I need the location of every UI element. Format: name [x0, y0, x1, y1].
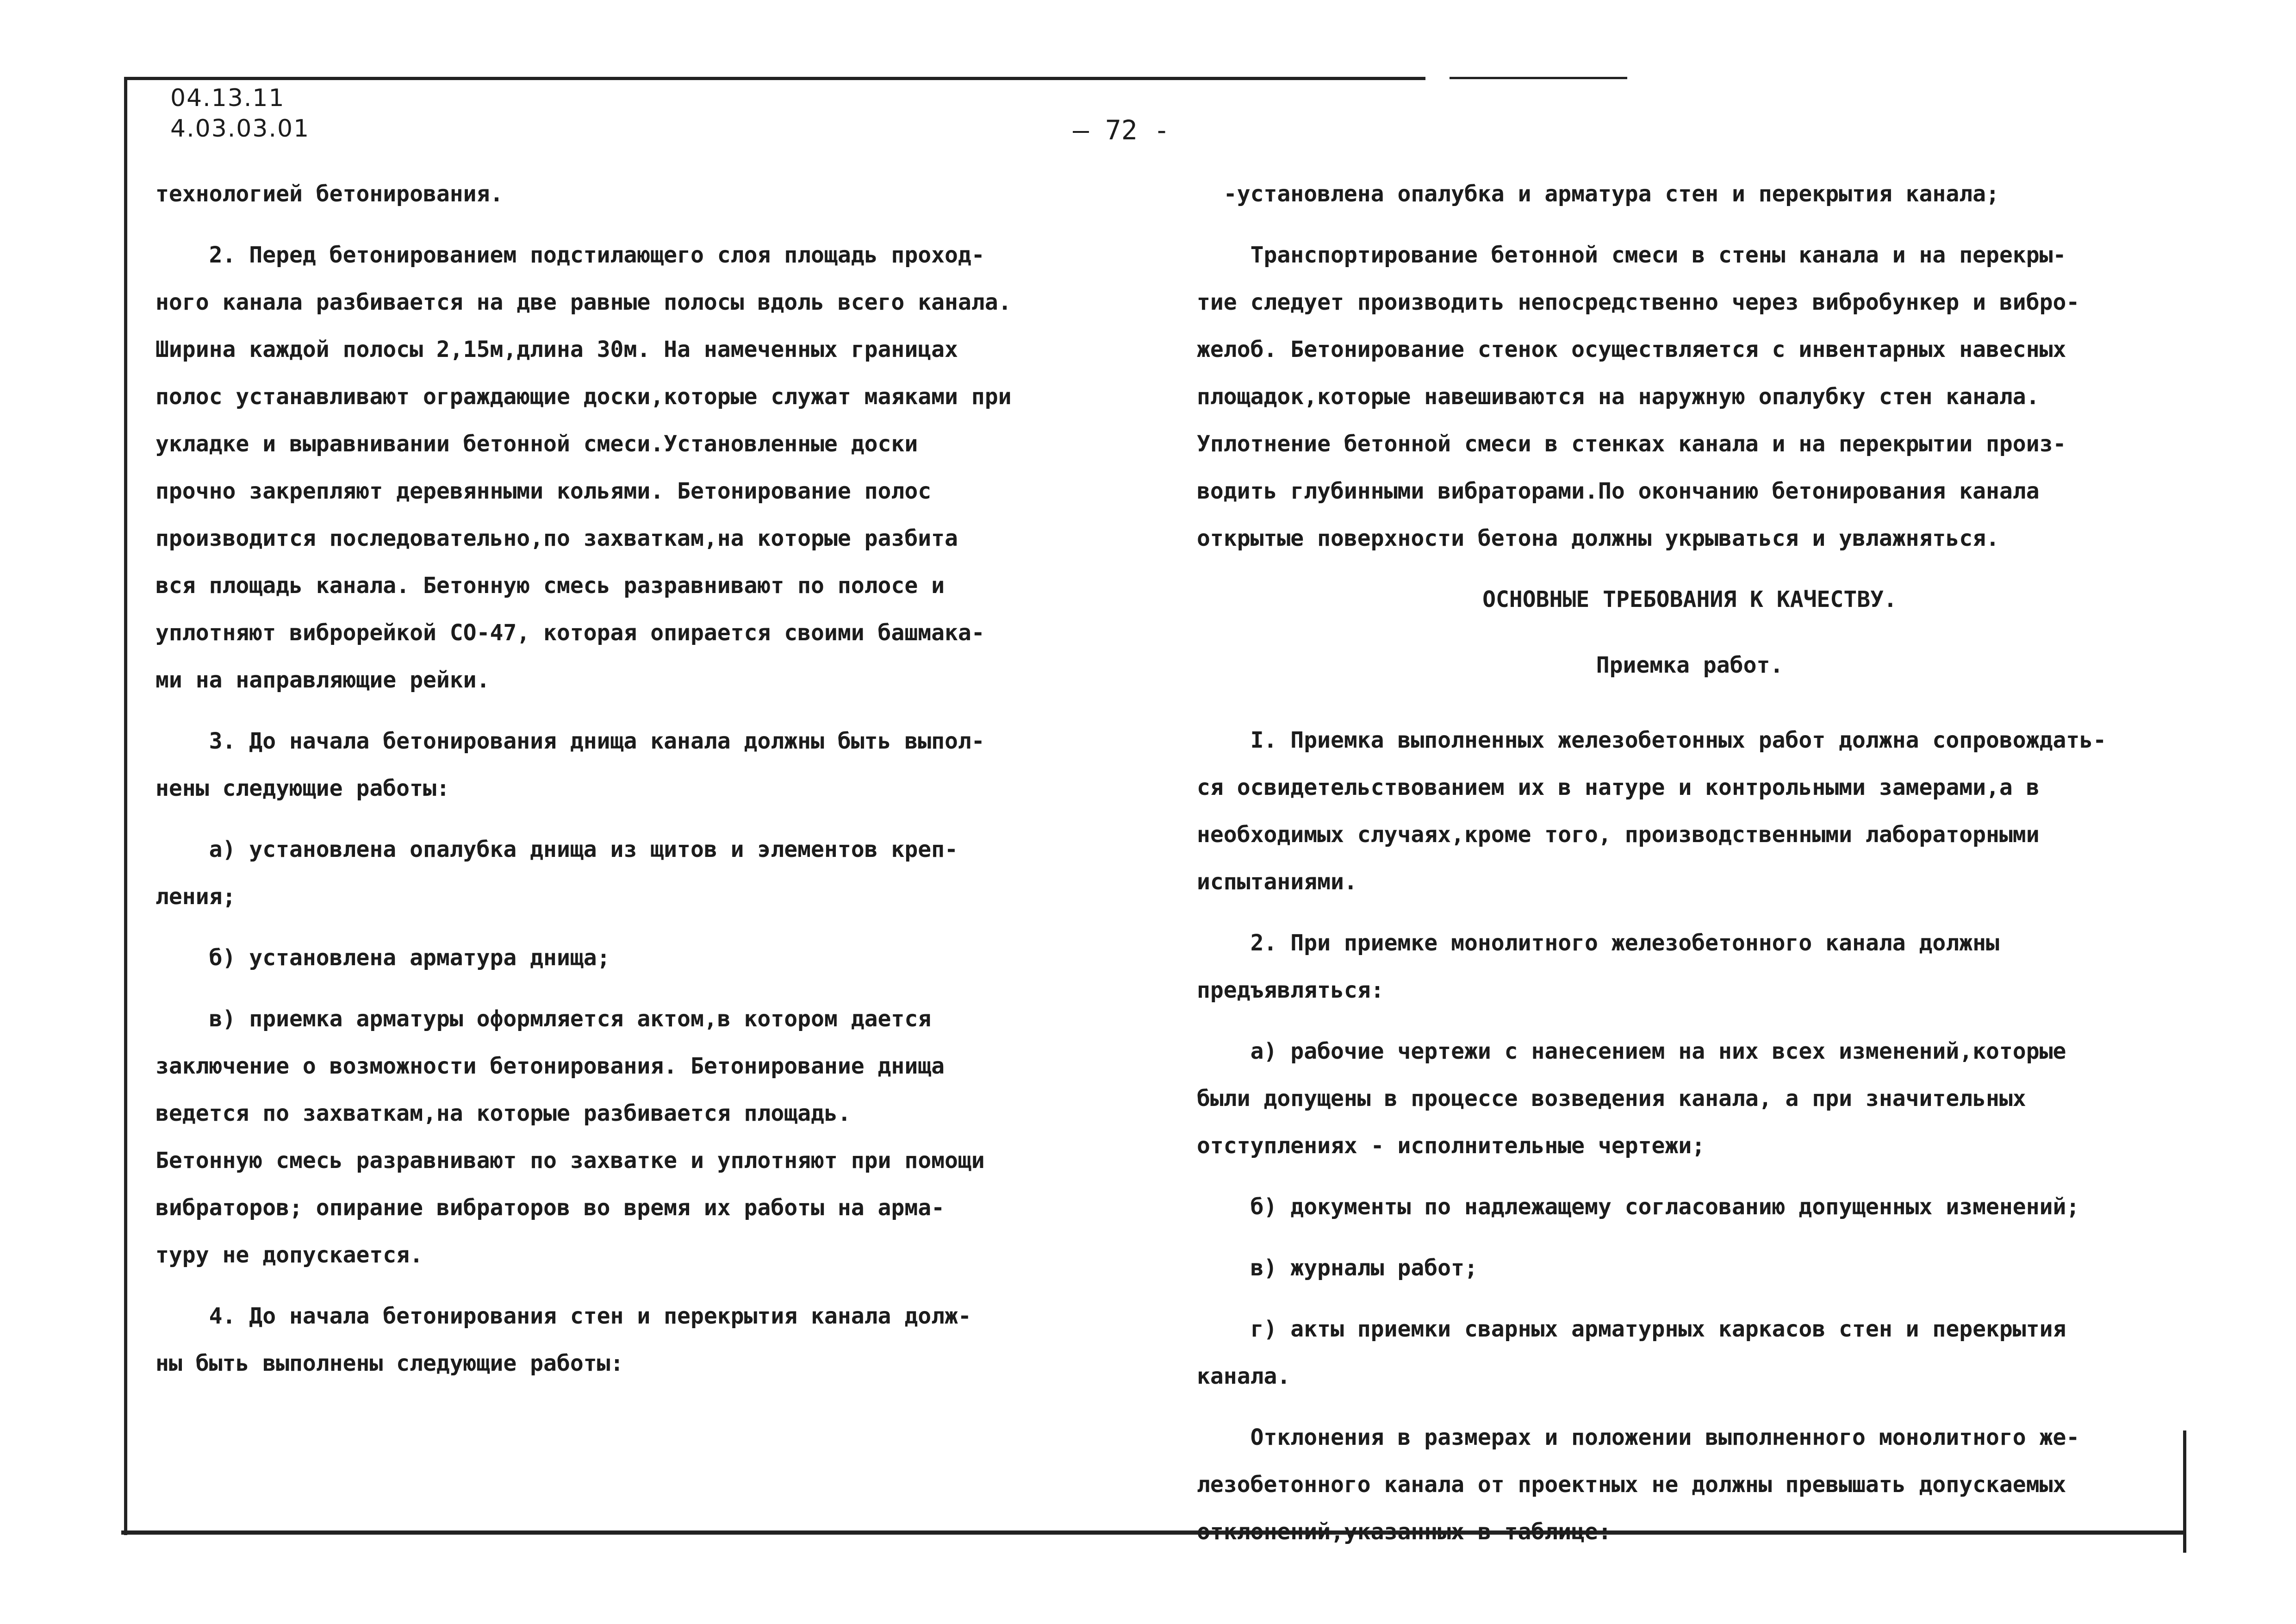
text-line: канала.: [1197, 1363, 1291, 1389]
right-body: [1197, 717, 2183, 1555]
text-line: 2. При приемке монолитного железобетонного канала должны: [1197, 930, 1999, 956]
paragraph: [156, 231, 1109, 704]
text-line: производится последовательно,по захваткам,на которые разбита: [156, 525, 958, 551]
text-line: испытаниями.: [1197, 869, 1357, 895]
text-line: 2. Перед бетонированием подстилающего слоя площадь проход-: [156, 242, 985, 268]
paragraph: [156, 826, 1109, 920]
frame-right-line: [2183, 1430, 2186, 1553]
text-line: Бетонную смесь разравнивают по захватке и уплотняют при помощи: [156, 1148, 985, 1174]
paragraph: [1197, 717, 2183, 906]
text-line: туру не допускается.: [156, 1242, 423, 1268]
text-line: в) приемка арматуры оформляется актом,в котором дается: [156, 1006, 932, 1032]
paragraph: [156, 1293, 1109, 1387]
text-line: ления;: [156, 884, 236, 910]
text-line: предъявляться:: [1197, 977, 1384, 1003]
text-line: тие следует производить непосредственно через вибробункер и вибро-: [1197, 289, 2080, 315]
paragraph: [1197, 170, 2183, 218]
text-line: площадок,которые навешиваются на наружную опалубку стен канала.: [1197, 384, 2040, 410]
paragraph: [156, 934, 1109, 981]
right-column: [1197, 170, 2183, 1555]
text-line: б) документы по надлежащему согласованию допущенных изменений;: [1197, 1194, 2080, 1220]
text-line: ного канала разбивается на две равные полосы вдоль всего канала.: [156, 289, 1012, 315]
text-line: ми на направляющие рейки.: [156, 667, 490, 693]
text-line: прочно закрепляют деревянными кольями. Бетонирование полос: [156, 478, 932, 504]
text-line: ведется по захваткам,на которые разбивается площадь.: [156, 1100, 851, 1126]
text-line: отклонений,указанных в таблице:: [1197, 1519, 1612, 1545]
text-line: -установлена опалубка и арматура стен и перекрытия канала;: [1197, 181, 1999, 207]
paragraph: [1197, 1414, 2183, 1555]
text-line: были допущены в процессе возведения канала, а при значительных: [1197, 1086, 2026, 1112]
text-line: Ширина каждой полосы 2,15м,длина 30м. На намеченных границах: [156, 337, 958, 362]
text-line: ся освидетельствованием их в натуре и контрольными замерами,а в: [1197, 775, 2040, 800]
paragraph: [1197, 1028, 2183, 1169]
text-line: г) акты приемки сварных арматурных каркасов стен и перекрытия: [1197, 1316, 2066, 1342]
text-line: укладке и выравнивании бетонной смеси.Установленные доски: [156, 431, 918, 457]
left-column: [156, 170, 1109, 1387]
paragraph: [1197, 919, 2183, 1014]
frame-left-line: [124, 77, 127, 1535]
text-line: Отклонения в размерах и положении выполненного монолитного же-: [1197, 1424, 2080, 1450]
text-line: открытые поверхности бетона должны укрываться и увлажняться.: [1197, 525, 1999, 551]
document-code: 4.03.03.01: [170, 115, 310, 143]
text-line: Транспортирование бетонной смеси в стены канала и на перекры-: [1197, 242, 2066, 268]
text-line: вибраторов; опирание вибраторов во время их работы на арма-: [156, 1195, 945, 1221]
paragraph: [1197, 231, 2183, 562]
text-line: полос устанавливают ограждающие доски,которые служат маяками при: [156, 384, 1012, 410]
paragraph: [156, 995, 1109, 1279]
frame-top-line-segment: [1450, 77, 1627, 79]
text-line: технологией бетонирования.: [156, 181, 504, 207]
text-line: нены следующие работы:: [156, 775, 450, 801]
text-line: I. Приемка выполненных железобетонных работ должна сопровождать-: [1197, 727, 2107, 753]
paragraph: [156, 718, 1109, 812]
text-line: 3. До начала бетонирования днища канала должны быть выпол-: [156, 728, 985, 754]
right-intro: [1197, 170, 2183, 562]
text-line: водить глубинными вибраторами.По окончанию бетонирования канала: [1197, 478, 2040, 504]
text-line: ны быть выполнены следующие работы:: [156, 1350, 624, 1376]
text-line: а) установлена опалубка днища из щитов и элементов креп-: [156, 837, 958, 862]
text-line: отступлениях - исполнительные чертежи;: [1197, 1133, 1705, 1159]
text-line: необходимых случаях,кроме того, производственными лабораторными: [1197, 822, 2040, 848]
page-number: — 72 -: [1073, 114, 1170, 146]
paragraph: [156, 170, 1109, 218]
text-line: лезобетонного канала от проектных не должны превышать допускаемых: [1197, 1472, 2066, 1498]
section-heading: ОСНОВНЫЕ ТРЕБОВАНИЯ К КАЧЕСТВУ.: [1482, 587, 1897, 612]
text-line: уплотняют виброрейкой СО-47, которая опирается своими башмака-: [156, 620, 985, 646]
frame-top-line: [124, 77, 1425, 80]
text-line: заключение о возможности бетонирования. Бетонирование днища: [156, 1053, 945, 1079]
section-subheading: Приемка работ.: [1596, 652, 1784, 678]
text-line: а) рабочие чертежи с нанесением на них всех изменений,которые: [1197, 1038, 2066, 1064]
text-line: Уплотнение бетонной смеси в стенках канала и на перекрытии произ-: [1197, 431, 2066, 457]
document-code-handwritten: 04.13.11: [170, 84, 285, 112]
text-line: б) установлена арматура днища;: [156, 945, 610, 971]
text-line: 4. До начала бетонирования стен и перекрытия канала долж-: [156, 1303, 971, 1329]
text-line: вся площадь канала. Бетонную смесь разравнивают по полосе и: [156, 573, 945, 599]
paragraph: [1197, 1305, 2183, 1400]
text-line: желоб. Бетонирование стенок осуществляется с инвентарных навесных: [1197, 337, 2066, 362]
text-line: в) журналы работ;: [1197, 1255, 1478, 1281]
paragraph: [1197, 1183, 2183, 1230]
paragraph: [1197, 1244, 2183, 1292]
